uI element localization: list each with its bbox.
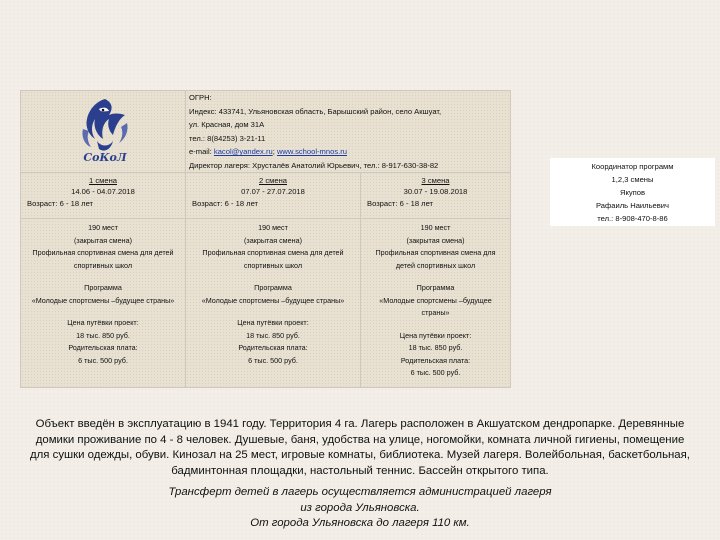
shift-name: 1 смена (89, 176, 117, 185)
price-label: Цена путёвки проект: (67, 318, 139, 327)
email-link[interactable]: kacol@yandex.ru (213, 147, 273, 157)
price-label: Цена путёвки проект: (237, 318, 309, 327)
shift-age: Возраст: 6 - 18 лет (367, 199, 434, 208)
shift-type: (закрытая смена) (74, 235, 132, 245)
email-line (189, 145, 510, 159)
shift-dates: 30.07 - 19.08.2018 (403, 187, 468, 196)
parent-fee-value: 6 тыс. 500 руб. (410, 368, 461, 377)
transfer-line: из города Ульяновска. (300, 501, 420, 514)
email-separator: ; (272, 147, 277, 157)
shift-type: (закрытая смена) (244, 235, 302, 245)
parent-fee-value: 6 тыс. 500 руб. (248, 355, 298, 365)
website-link[interactable]: www.school-mnos.ru (276, 147, 347, 157)
coordinator-name: Рафаиль Наильевич (595, 201, 670, 210)
camp-info-table (20, 90, 511, 388)
camp-description (0, 417, 720, 479)
shift-profile: Профильная спортивная смена для детей спортивных школ (32, 248, 174, 270)
shift-2-details (186, 219, 361, 387)
falcon-logo (79, 95, 131, 169)
transfer-info (0, 485, 720, 532)
street-line: ул. Красная, дом 31А (189, 120, 265, 130)
price-value: 18 тыс. 850 руб. (408, 343, 463, 352)
price-value: 18 тыс. 850 руб. (246, 330, 300, 340)
program-label: Программа (84, 283, 122, 292)
logo-text: СоКоЛ (83, 151, 127, 164)
program-name: «Молодые спортсмены –будущее страны» (201, 295, 345, 305)
description-line: домики проживание по 4 - 8 человек. Душевые, баня, удобства на улице, ногомойки, комната личной гигиены, помещение (35, 433, 685, 446)
parent-fee-label: Родительская плата: (238, 343, 308, 352)
program-name: «Молодые спортсмены –будущее страны» (379, 295, 492, 317)
shift-3-header (361, 173, 510, 219)
shift-1-header (21, 173, 186, 219)
logo-cell (21, 91, 186, 173)
shift-name: 3 смена (421, 176, 450, 185)
shift-dates: 07.07 - 27.07.2018 (241, 187, 305, 196)
address-line: Индекс: 433741, Ульяновская область, Барышский район, село Акшуат, (189, 106, 442, 116)
shift-2-header (186, 173, 361, 219)
shift-3-details (361, 219, 510, 387)
program-label: Программа (416, 283, 455, 292)
shift-type: (закрытая смена) (406, 235, 465, 245)
coordinator-surname: Якупов (619, 188, 646, 197)
shift-profile: Профильная спортивная смена для детей спортивных школ (202, 248, 344, 270)
places: 190 мест (420, 223, 451, 232)
phone-line: тел.: 8(84253) 3-21-11 (189, 133, 266, 143)
places: 190 мест (88, 223, 118, 232)
ogrn-label: ОГРН: (189, 93, 212, 102)
program-name: «Молодые спортсмены –будущее страны» (31, 295, 175, 305)
shift-profile: Профильная спортивная смена для детей спортивных школ (375, 248, 496, 270)
transfer-line: От города Ульяновска до лагеря 110 км. (250, 517, 470, 529)
shift-name: 2 смена (259, 176, 287, 185)
shift-1-details (21, 219, 186, 387)
director-line: Директор лагеря: Хрусталёв Анатолий Юрьевич, тел.: 8-917-630-38-82 (189, 160, 439, 170)
shift-age: Возраст: 6 - 18 лет (192, 199, 259, 208)
contact-info (186, 91, 510, 173)
coordinator-box (550, 158, 715, 226)
transfer-line: Трансферт детей в лагерь осуществляется администрацией лагеря (168, 486, 552, 498)
parent-fee-label: Родительская плата: (400, 355, 471, 365)
price-value: 18 тыс. 850 руб. (76, 330, 130, 340)
program-label: Программа (254, 283, 292, 292)
description-line: для сушки одежды, обуви. Кинозал на 25 мест, игровые комнаты, библиотека. Музей лагеря. Волейбольная, баскетбольная, (30, 449, 690, 461)
coordinator-shifts: 1,2,3 смены (611, 175, 654, 184)
description-line: Объект введён в эксплуатацию в 1941 году. Территория 4 га. Лагерь расположен в Акшуатском дендропарке. Деревянные (35, 418, 685, 430)
parent-fee-value: 6 тыс. 500 руб. (78, 355, 128, 365)
coordinator-phone: тел.: 8-908-470-8-86 (597, 214, 668, 223)
places: 190 мест (258, 223, 288, 232)
parent-fee-label: Родительская плата: (68, 343, 138, 352)
price-label: Цена путёвки проект: (399, 330, 472, 340)
description-line: бадминтонная площадки, настольный теннис. Бассейн открытого типа. (171, 464, 549, 477)
shift-age: Возраст: 6 - 18 лет (27, 199, 94, 208)
email-label: e-mail: (189, 147, 214, 157)
coordinator-title: Координатор программ (591, 162, 674, 171)
shift-dates: 14.06 - 04.07.2018 (71, 187, 135, 196)
